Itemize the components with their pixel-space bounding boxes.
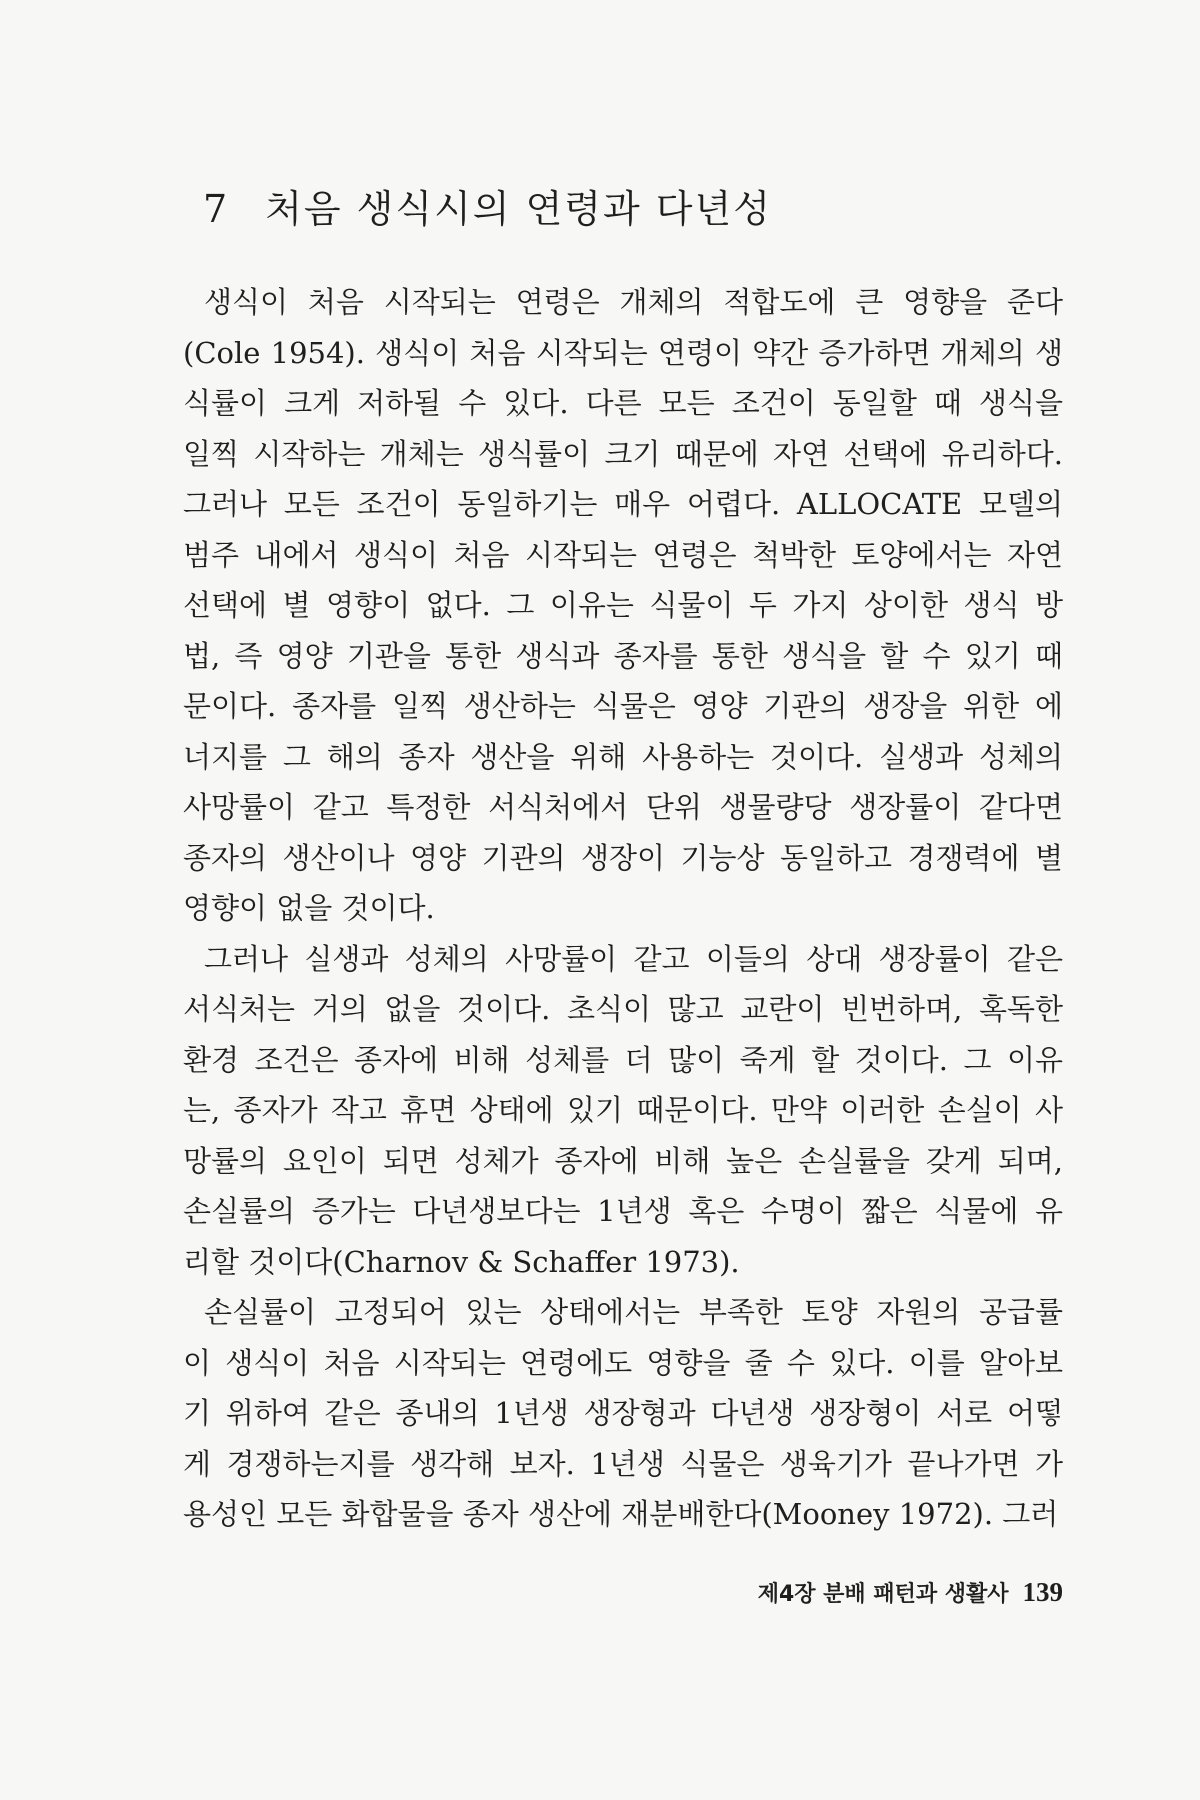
text-line: 법, 즉 영양 기관을 통한 생식과 종자를 통한 생식을 할 수 있기 때 bbox=[183, 638, 1063, 673]
text-line: 그러나 실생과 성체의 사망률이 같고 이들의 상대 생장률이 같은 bbox=[204, 941, 1063, 976]
text-line: 손실률의 증가는 다년생보다는 1년생 혹은 수명이 짧은 식물에 유 bbox=[183, 1194, 1063, 1228]
page-footer bbox=[758, 1577, 1063, 1608]
text-line: 기 위하여 같은 종내의 1년생 생장형과 다년생 생장형이 서로 어떻 bbox=[183, 1396, 1063, 1430]
section-title: 처음 생식시의 연령과 다년성 bbox=[265, 187, 772, 231]
page-number: 139 bbox=[1022, 1577, 1063, 1607]
text-line: 이 생식이 처음 시작되는 연령에도 영향을 줄 수 있다. 이를 알아보 bbox=[183, 1345, 1063, 1380]
text-line: 게 경쟁하는지를 생각해 보자. 1년생 식물은 생육기가 끝나가면 가 bbox=[183, 1446, 1063, 1481]
text-line: 너지를 그 해의 종자 생산을 위해 사용하는 것이다. 실생과 성체의 bbox=[183, 739, 1063, 774]
text-line: 사망률이 같고 특정한 서식처에서 단위 생물량당 생장률이 같다면 bbox=[183, 790, 1063, 824]
body-text bbox=[183, 277, 1063, 1540]
text-line: 손실률이 고정되어 있는 상태에서는 부족한 토양 자원의 공급률 bbox=[204, 1295, 1063, 1329]
text-line: 영향이 없을 것이다. bbox=[183, 891, 435, 925]
text-line: 망률의 요인이 되면 성체가 종자에 비해 높은 손실률을 갖게 되며, bbox=[183, 1143, 1063, 1178]
text-line: 리할 것이다(Charnov & Schaffer 1973). bbox=[183, 1244, 740, 1279]
text-line: 생식이 처음 시작되는 연령은 개체의 적합도에 큰 영향을 준다 bbox=[204, 285, 1063, 319]
text-line: 범주 내에서 생식이 처음 시작되는 연령은 척박한 토양에서는 자연 bbox=[183, 537, 1063, 572]
section-heading bbox=[203, 178, 772, 233]
text-line: 환경 조건은 종자에 비해 성체를 더 많이 죽게 할 것이다. 그 이유 bbox=[183, 1042, 1063, 1077]
text-line: 식률이 크게 저하될 수 있다. 다른 모든 조건이 동일할 때 생식을 bbox=[183, 386, 1063, 420]
text-line: 선택에 별 영향이 없다. 그 이유는 식물이 두 가지 상이한 생식 방 bbox=[183, 588, 1063, 622]
text-line: 문이다. 종자를 일찍 생산하는 식물은 영양 기관의 생장을 위한 에 bbox=[183, 689, 1063, 723]
section-number: 7 bbox=[203, 187, 230, 231]
text-line: 종자의 생산이나 영양 기관의 생장이 기능상 동일하고 경쟁력에 별 bbox=[183, 840, 1063, 875]
text-line: 는, 종자가 작고 휴면 상태에 있기 때문이다. 만약 이러한 손실이 사 bbox=[183, 1093, 1063, 1127]
text-line: (Cole 1954). 생식이 처음 시작되는 연령이 약간 증가하면 개체의 생 bbox=[183, 335, 1063, 370]
text-line: 그러나 모든 조건이 동일하기는 매우 어렵다. ALLOCATE 모델의 bbox=[183, 487, 1063, 521]
text-line: 일찍 시작하는 개체는 생식률이 크기 때문에 자연 선택에 유리하다. bbox=[183, 436, 1063, 471]
text-line: 서식처는 거의 없을 것이다. 초식이 많고 교란이 빈번하며, 혹독한 bbox=[183, 992, 1063, 1026]
running-title: 제4장 분배 패턴과 생활사 bbox=[757, 1582, 1009, 1607]
text-line: 용성인 모든 화합물을 종자 생산에 재분배한다(Mooney 1972). 그러 bbox=[183, 1497, 1059, 1531]
